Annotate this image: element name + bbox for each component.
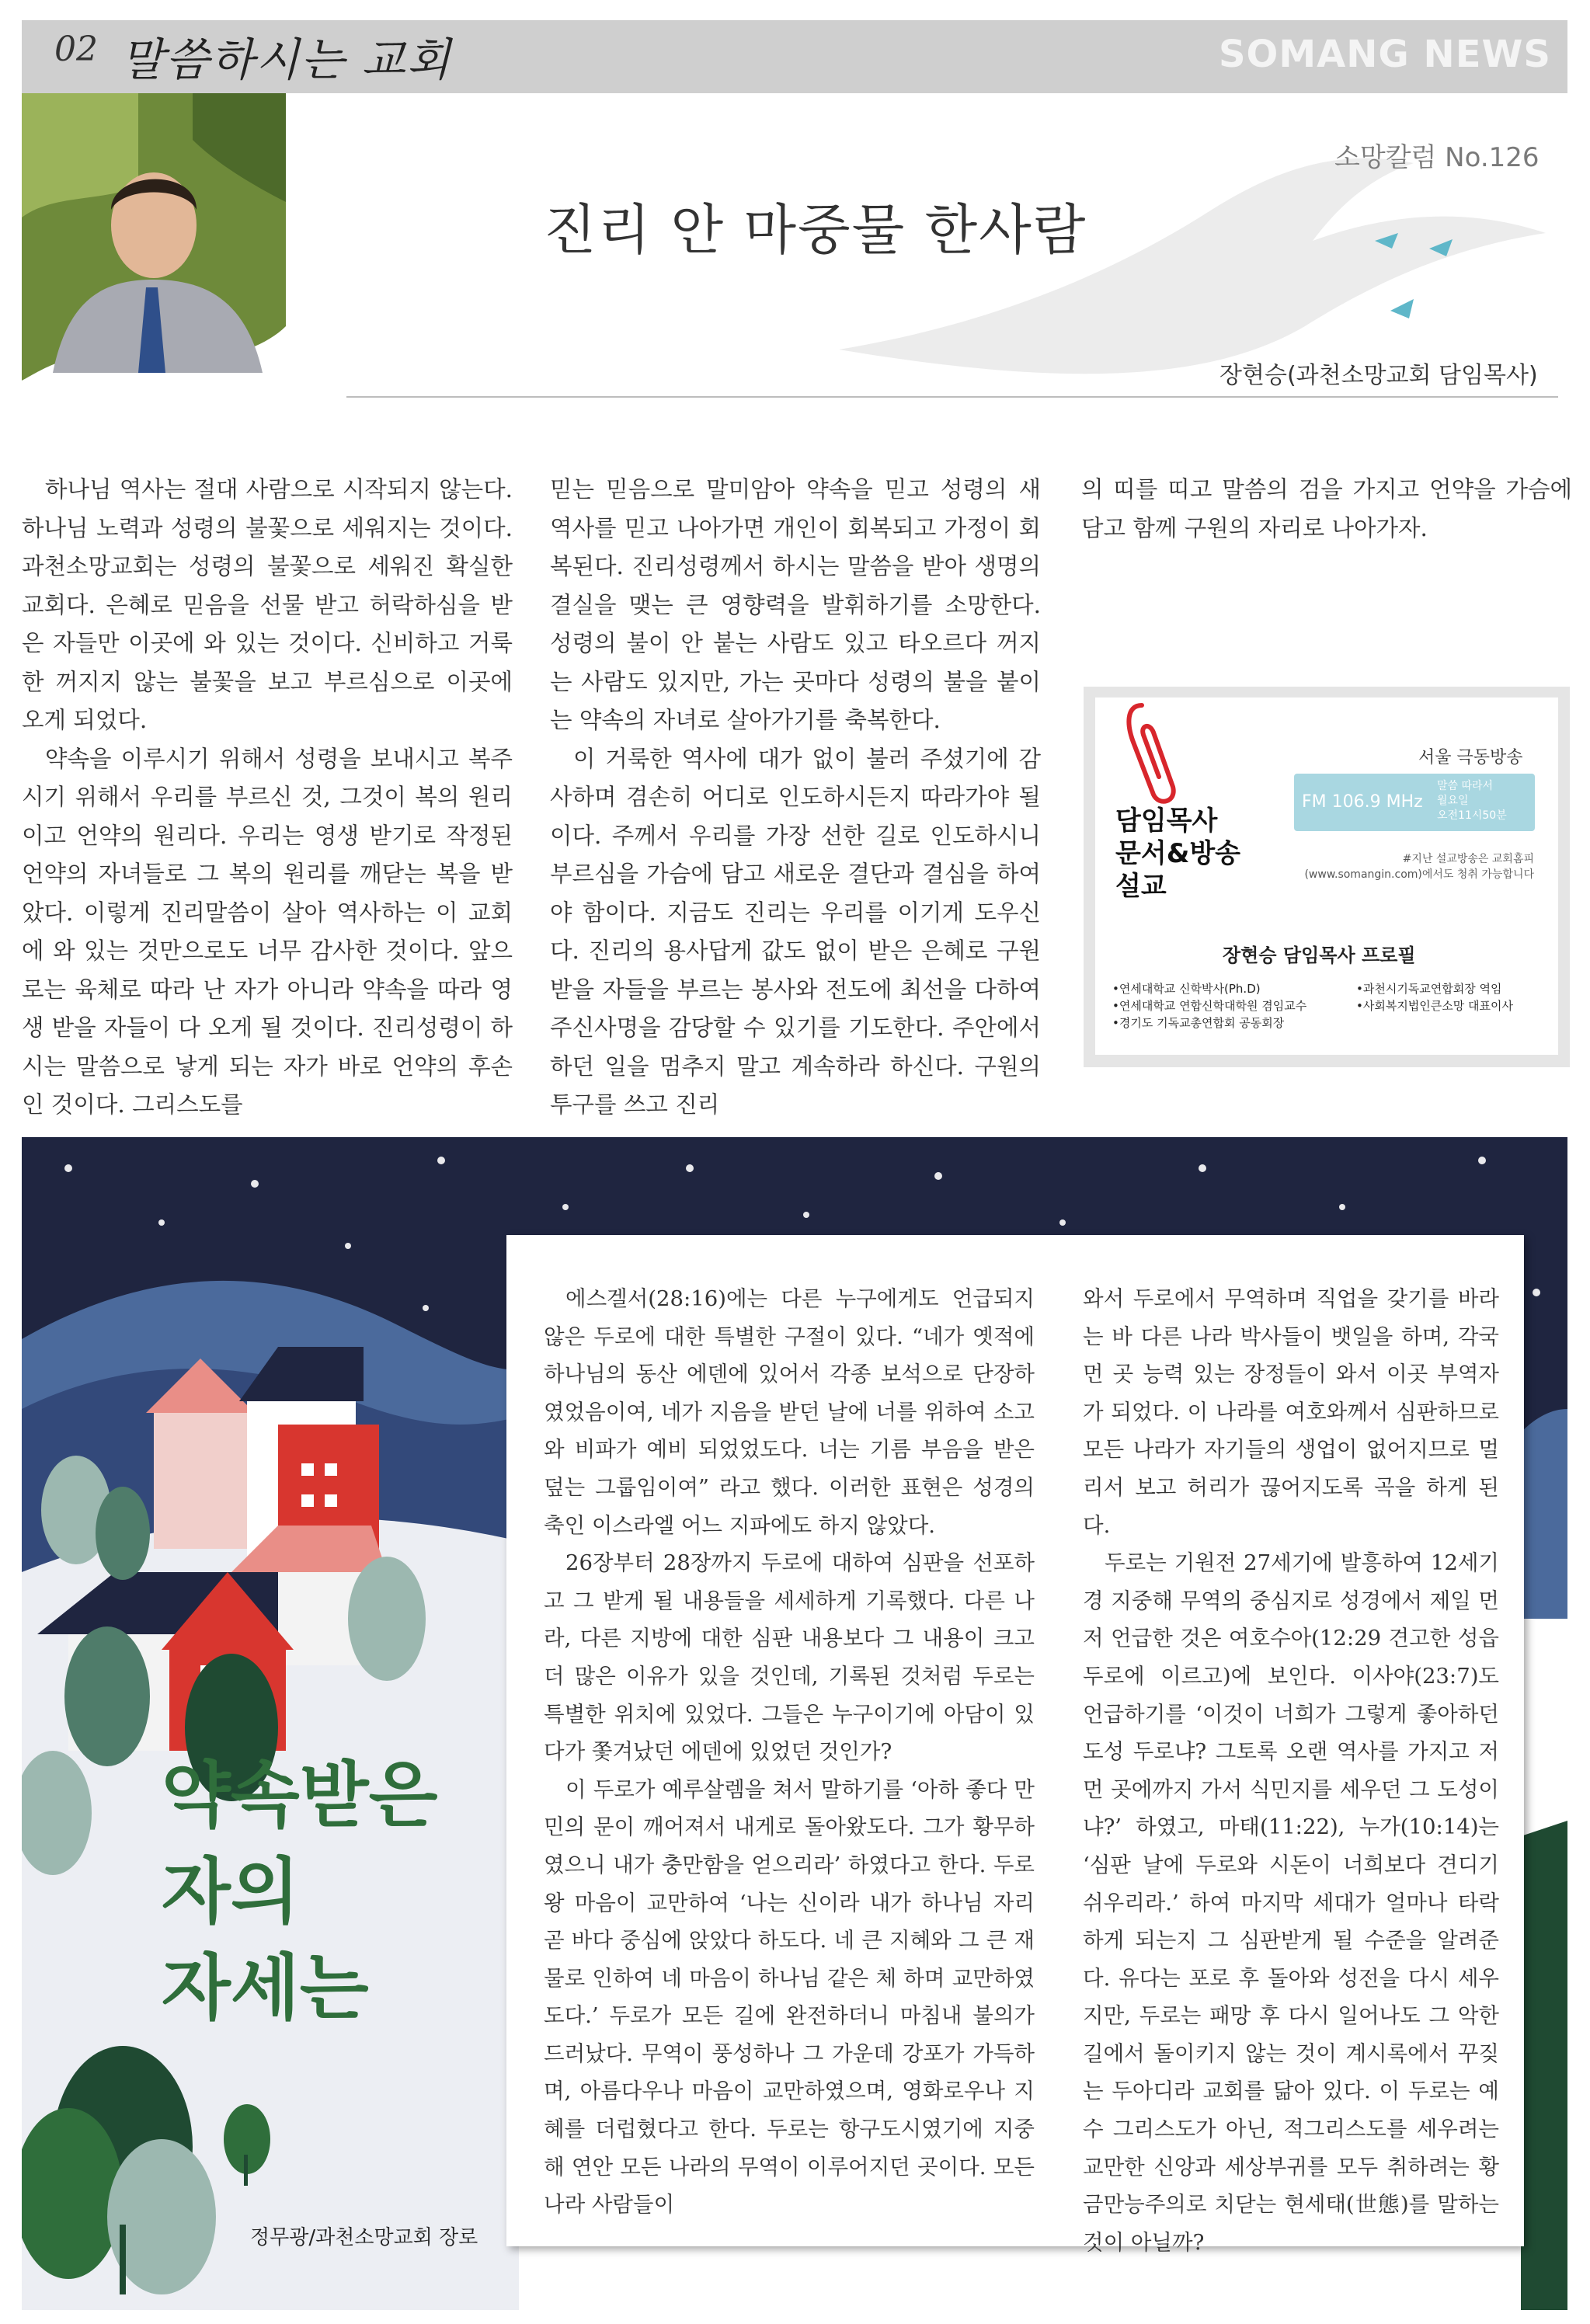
profile-item: •사회복지법인큰소망 대표이사 xyxy=(1356,999,1513,1013)
paragraph: 의 띠를 띠고 말씀의 검을 가지고 언약을 가슴에 담고 함께 구원의 자리로 나아가자. xyxy=(1081,476,1572,541)
paragraph: 26장부터 28장까지 두로에 대하여 심판을 선포하고 그 받게 될 내용들을 세세하게 기록했다. 다른 나라, 다른 지방에 대한 심판 내용보다 그 내용이 크고 더 많은 이유가 있을 것인데, 기록된 것처럼 두로는 특별한 위치에 있었다. 그들은 누구이기에 아담이 있다가 쫓겨났던 에덴에 있었던 것인가? xyxy=(544,1550,1035,1765)
column-body-col3 xyxy=(1081,471,1572,548)
feature-title-line: 약속받은 xyxy=(162,1754,438,1837)
note-line: (www.somangin.com)에서도 청취 가능합니다 xyxy=(1304,868,1534,881)
title-divider xyxy=(346,396,1558,398)
paragraph: 와서 두로에서 무역하며 직업을 갖기를 바라는 바 다른 나라 박사들이 뱃일을 하며, 각국 먼 곳 능력 있는 장정들이 와서 이곳 부역자가 되었다. 이 나라를 여호와께서 심판하므로 모든 나라가 자기들의 생업이 없어지므로 멀리서 보고 허리가 끊어지도록 곡을 하게 된다. xyxy=(1083,1286,1499,1538)
column-body-col1 xyxy=(22,471,513,1125)
feature-body-col2 xyxy=(1083,1280,1499,2261)
section-title: 말씀하시는 교회 xyxy=(120,33,452,86)
column-author: 장현승(과천소망교회 담임목사) xyxy=(1219,362,1538,389)
column-series-label: 소망칼럼 No.126 xyxy=(1334,142,1540,173)
paragraph: 하나님 역사는 절대 사람으로 시작되지 않는다. 하나님 노력과 성령의 불꽃으로 세워지는 것이다. 과천소망교회는 성령의 불꽃으로 세워진 확실한 교회다. 은혜로 믿음을 선물 받고 허락하심을 받은 자들만 이곳에 와 있는 것이다. 신비하고 거룩한 꺼지지 않는 불꽃을 보고 부르심으로 이곳에 오게 되었다. xyxy=(22,476,513,733)
feature-body-col1 xyxy=(544,1280,1035,2224)
schedule-line: 월요일 xyxy=(1437,795,1469,807)
broadcast-schedule xyxy=(1437,779,1530,823)
bird-icons xyxy=(1375,225,1484,326)
profile-item: •과천시기독교연합회장 역임 xyxy=(1356,982,1502,996)
page-number: 02 xyxy=(54,30,98,69)
profile-title-line: 담임목사 xyxy=(1115,805,1218,837)
profile-title xyxy=(1115,805,1286,903)
feature-title-line: 자세는 xyxy=(162,1947,369,2030)
profile-item: •연세대학교 신학박사(Ph.D) xyxy=(1112,982,1261,996)
schedule-line: 오전11시50분 xyxy=(1437,809,1507,822)
paragraph: 약속을 이루시기 위해서 성령을 보내시고 복주시기 위해서 우리를 부르신 것, 그것이 복의 원리이고 언약의 원리다. 우리는 영생 받기로 작정된 언약의 자녀들로 그 복의 원리를 깨닫는 복을 받았다. 이렇게 진리말씀이 살아 역사하는 이 교회에 와 있는 것만으로도 너무 감사한 것이다. 앞으로는 육체로 따라 난 자가 아니라 약속을 따라 영생 받을 자들이 다 오게 될 것이다. 진리성령이 하시는 말씀으로 낳게 되는 자가 바로 언약의 후손인 것이다. 그리스도를 xyxy=(22,745,513,1118)
paragraph: 에스겔서(28:16)에는 다른 누구에게도 언급되지 않은 두로에 대한 특별한 구절이 있다. “네가 옛적에 하나님의 동산 에덴에 있어서 각종 보석으로 단장하였었음이여, 네가 지음을 받던 날에 너를 위하여 소고와 비파가 예비 되었었도다. 너는 기름 부음을 받은 덮는 그룹임이여” 라고 했다. 이러한 표현은 성경의 축인 이스라엘 어느 지파에도 하지 않았다. xyxy=(544,1286,1035,1538)
paperclip-icon xyxy=(1119,690,1188,806)
paragraph: 믿는 믿음으로 말미암아 약속을 믿고 성령의 새 역사를 믿고 나아가면 개인이 회복되고 가정이 회복된다. 진리성령께서 하시는 말씀을 받아 생명의 결실을 맺는 큰 영향력을 발휘하기를 소망한다. 성령의 불이 안 붙는 사람도 있고 타오르다 꺼지는 사람도 있지만, 가는 곳마다 성령의 불을 붙이는 약속의 자녀로 살아가기를 축복한다. xyxy=(550,476,1041,733)
frequency-label: FM 106.9 MHz xyxy=(1302,792,1423,812)
paragraph: 두로는 기원전 27세기에 발흥하여 12세기경 지중해 무역의 중심지로 성경에서 제일 먼저 언급한 것은 여호수아(12:29 견고한 성읍 두로에 이르고)에 보인다. 이사야(23:7)도 언급하기를 ‘이것이 너희가 그렇게 좋아하던 도성 두로냐? 그토록 오랜 역사를 가지고 저 먼 곳에까지 가서 식민지를 세우던 그 도성이냐?’ 하였고, 마태(11:22), 누가(10:14)는 ‘심판 날에 두로와 시돈이 너희보다 견디기 쉬우리라.’ 하여 마지막 세대가 얼마나 타락하게 되는지 그 심판받게 될 수준을 알려준다. 유다는 포로 후 돌아와 성전을 다시 세우지만, 두로는 패망 후 다시 일어나도 그 악한 길에서 돌이키지 않는 것이 계시록에서 꾸짖는 두아디라 교회를 닮아 있다. 이 두로는 예수 그리스도가 아닌, 적그리스도를 세우려는 교만한 신앙과 세상부귀를 모두 취하려는 황금만능주의로 치닫는 현세태(世態)를 말하는 것이 아닐까? xyxy=(1083,1550,1499,2255)
pastor-portrait xyxy=(22,93,286,381)
schedule-line: 말씀 따라서 xyxy=(1437,780,1494,792)
profile-title-line: 설교 xyxy=(1115,871,1167,902)
profile-item: •연세대학교 연합신학대학원 겸임교수 xyxy=(1112,999,1307,1013)
column-body-col2 xyxy=(550,471,1041,1125)
brand-logo: SOMANG NEWS xyxy=(1218,33,1551,76)
note-line: #지난 설교방송은 교회홈피 xyxy=(1402,853,1534,865)
radio-station: 서울 극동방송 xyxy=(1418,748,1523,767)
column-title: 진리 안 마중물 한사람 xyxy=(544,198,1087,262)
profile-item: •경기도 기독교총연합회 공동회장 xyxy=(1112,1016,1285,1030)
feature-title-line: 자의 xyxy=(162,1850,300,1933)
feature-author: 정무광/과천소망교회 장로 xyxy=(250,2226,478,2249)
profile-name: 장현승 담임목사 프로필 xyxy=(1223,945,1416,966)
broadcast-note xyxy=(1297,851,1534,882)
paragraph: 이 두로가 예루살렘을 쳐서 말하기를 ‘아하 좋다 만민의 문이 깨어져서 내게로 돌아왔도다. 그가 황무하였으니 내가 충만함을 얻으리라’ 하였다고 한다. 두로 왕 마음이 교만하여 ‘나는 신이라 내가 하나님 자리 곧 바다 중심에 앉았다 하도다. 네 큰 지혜와 그 큰 재물로 인하여 네 마음이 하나님 같은 체 하며 교만하였도다.’ 두로가 모든 길에 완전하더니 마침내 불의가 드러났다. 무역이 풍성하나 그 가운데 강포가 가득하며, 아름다우나 마음이 교만하였으며, 영화로우나 지혜를 더럽혔다고 한다. 두로는 항구도시였기에 지중해 연안 모든 나라의 무역이 이루어지던 곳이다. 모든 나라 사람들이 xyxy=(544,1776,1035,2218)
feature-title xyxy=(162,1748,438,2037)
profile-title-line: 문서&방송 xyxy=(1115,838,1241,869)
paragraph: 이 거룩한 역사에 대가 없이 불러 주셨기에 감사하며 겸손히 어디로 인도하시든지 따라가야 될이다. 주께서 우리를 가장 선한 길로 인도하시니 부르심을 가슴에 담고 새로운 결단과 결심을 하여야 함이다. 지금도 진리는 우리를 이기게 도우신다. 진리의 용사답게 값도 없이 받은 은혜로 구원받을 자들을 부르는 봉사와 전도에 최선을 다하여 주신사명을 감당할 수 있기를 기도한다. 주안에서 하던 일을 멈추지 말고 계속하라 하신다. 구원의 투구를 쓰고 진리 xyxy=(550,745,1041,1118)
